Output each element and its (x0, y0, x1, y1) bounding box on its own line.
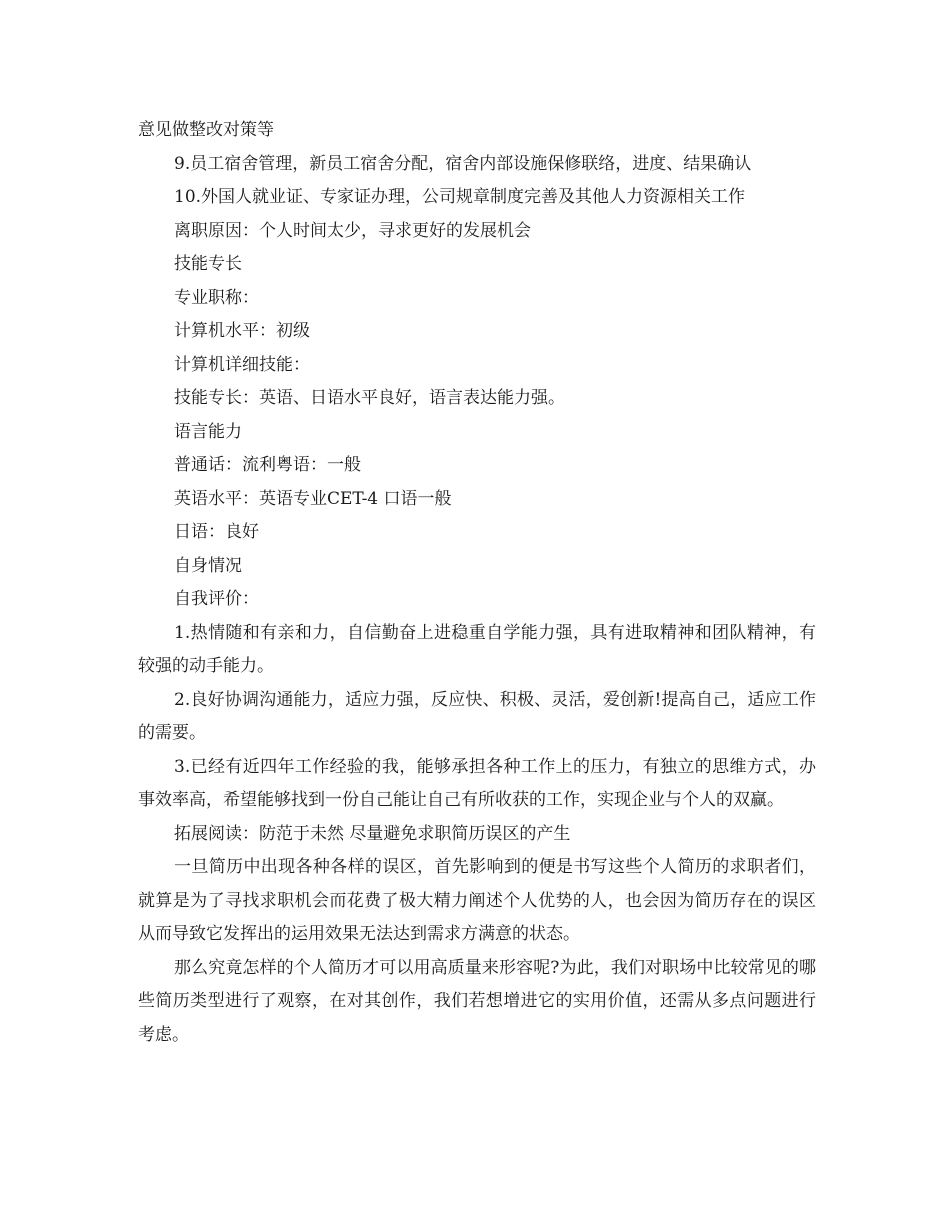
paragraph-17: 3.已经有近四年工作经验的我，能够承担各种工作上的压力，有独立的思维方式，办事效率高，希望能够找到一份自己能让自己有所收获的工作，实现企业与个人的双赢。 (138, 756, 816, 810)
section-heading-skills: 技能专长 (174, 254, 242, 274)
paragraph-5: 专业职称： (174, 287, 259, 308)
paragraph-14: 自我评价： (174, 589, 259, 609)
paragraph-16: 2.良好协调沟通能力，适应力强，反应快、积极、灵活，爱创新!提高自己，适应工作的需要。 (138, 689, 816, 743)
paragraph-11: 英语水平：英语专业CET-4 口语一般 (174, 488, 452, 509)
paragraph-19: 一旦简历中出现各种各样的误区，首先影响到的便是书写这些个人简历的求职者们，就算是为了寻找求职机会而花费了极大精力阐述个人优势的人，也会因为简历存在的误区从而导致它发挥出的运用效果无法达到需求方满意的状态。 (138, 857, 816, 944)
section-heading-self: 自身情况 (174, 555, 242, 576)
paragraph-20: 那么究竟怎样的个人简历才可以用高质量来形容呢?为此，我们对职场中比较常见的哪些简历类型进行了观察，在对其创作，我们若想增进它的实用价值，还需从多点问题进行考虑。 (138, 957, 816, 1045)
paragraph-8: 技能专长：英语、日语水平良好，语言表达能力强。 (174, 388, 565, 408)
paragraph-1: 9.员工宿舍管理，新员工宿舍分配，宿舍内部设施保修联络，进度、结果确认 (174, 153, 752, 174)
paragraph-7: 计算机详细技能： (174, 354, 310, 375)
document-body (138, 114, 816, 1052)
section-heading-language: 语言能力 (174, 421, 242, 442)
paragraph-10: 普通话：流利粤语：一般 (174, 455, 361, 475)
paragraph-0: 意见做整改对策等 (138, 120, 274, 140)
paragraph-2: 10.外国人就业证、专家证办理，公司规章制度完善及其他人力资源相关工作 (174, 187, 746, 207)
paragraph-6: 计算机水平：初级 (174, 321, 310, 341)
paragraph-3: 离职原因：个人时间太少，寻求更好的发展机会 (174, 220, 531, 241)
paragraph-18: 拓展阅读：防范于未然 尽量避免求职简历误区的产生 (174, 823, 571, 844)
paragraph-15: 1.热情随和有亲和力，自信勤奋上进稳重自学能力强，具有进取精神和团队精神，有较强的动手能力。 (138, 622, 816, 676)
paragraph-12: 日语：良好 (174, 522, 259, 542)
